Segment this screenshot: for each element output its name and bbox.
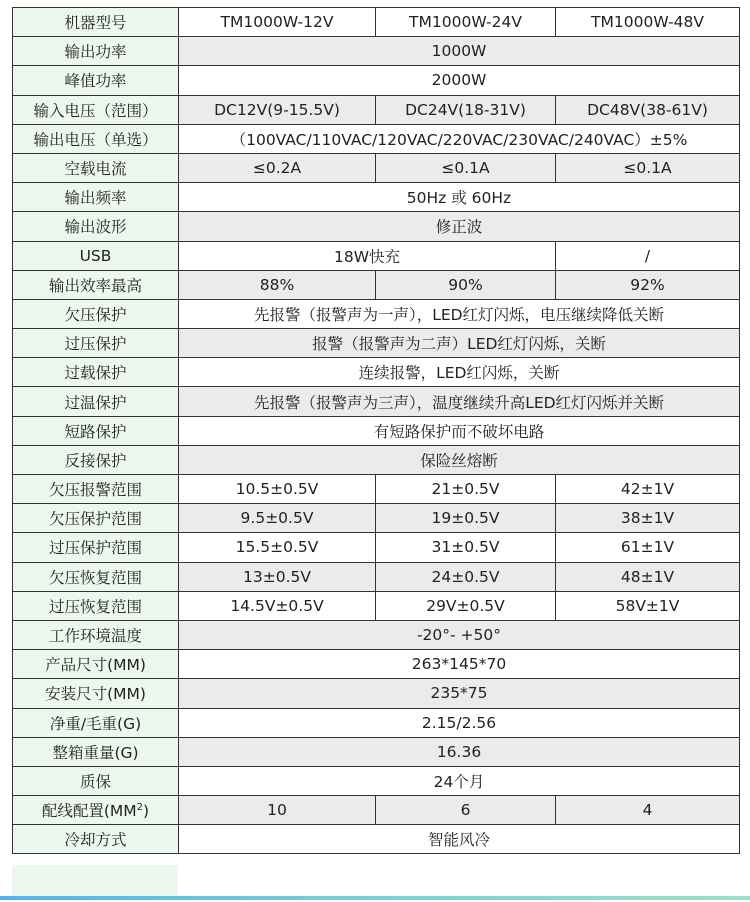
table-row bbox=[13, 445, 740, 474]
table-cell: 18W快充 bbox=[179, 241, 556, 270]
row-label-text: 输出效率最高 bbox=[48, 276, 142, 295]
header-row bbox=[13, 8, 740, 37]
row-label bbox=[13, 95, 179, 124]
row-label-text: 过压保护 bbox=[64, 335, 127, 354]
table-cell: 4 bbox=[556, 796, 740, 825]
row-label bbox=[13, 475, 179, 504]
table-cell: 报警（报警声为二声）LED红灯闪烁，关断 bbox=[179, 329, 740, 358]
row-label-text: 欠压保护 bbox=[64, 305, 127, 324]
table-cell: 14.5V±0.5V bbox=[179, 591, 376, 620]
row-label-superscript: 2 bbox=[136, 802, 144, 813]
row-label bbox=[13, 387, 179, 416]
table-row bbox=[13, 387, 740, 416]
table-cell: DC24V(18-31V) bbox=[376, 95, 556, 124]
table-cell: 38±1V bbox=[556, 504, 740, 533]
table-cell: 先报警（报警声为一声），LED红灯闪烁，电压继续降低关断 bbox=[179, 299, 740, 328]
table-row bbox=[13, 504, 740, 533]
row-label-text: 配线配置(MM bbox=[41, 802, 137, 821]
row-label-text: 过压恢复范围 bbox=[48, 597, 142, 616]
table-cell: 10 bbox=[179, 796, 376, 825]
table-cell: 24±0.5V bbox=[376, 562, 556, 591]
table-cell: ≤0.2A bbox=[179, 153, 376, 182]
table-cell: DC48V(38-61V) bbox=[556, 95, 740, 124]
row-label-text: 峰值功率 bbox=[64, 72, 127, 91]
table-cell: 连续报警，LED红闪烁，关断 bbox=[179, 358, 740, 387]
table-row bbox=[13, 708, 740, 737]
table-cell: 6 bbox=[376, 796, 556, 825]
table-row bbox=[13, 533, 740, 562]
table-row bbox=[13, 153, 740, 182]
table-cell: ≤0.1A bbox=[376, 153, 556, 182]
spec-table bbox=[12, 7, 740, 854]
spec-table-body bbox=[13, 8, 740, 854]
model-12v: TM1000W-12V bbox=[179, 8, 376, 37]
row-label-text: 空载电流 bbox=[64, 160, 127, 179]
row-label-text: 产品尺寸(MM) bbox=[45, 656, 146, 675]
row-label bbox=[13, 183, 179, 212]
row-label bbox=[13, 329, 179, 358]
row-label-text: 安装尺寸(MM) bbox=[45, 685, 146, 704]
table-row bbox=[13, 212, 740, 241]
table-row bbox=[13, 796, 740, 825]
row-label bbox=[13, 212, 179, 241]
row-label-text: 质保 bbox=[79, 772, 111, 791]
table-row bbox=[13, 679, 740, 708]
table-cell: 42±1V bbox=[556, 475, 740, 504]
row-label bbox=[13, 533, 179, 562]
table-cell: 10.5±0.5V bbox=[179, 475, 376, 504]
row-label-text: 过载保护 bbox=[64, 364, 127, 383]
table-row bbox=[13, 183, 740, 212]
table-cell: 保险丝熔断 bbox=[179, 445, 740, 474]
row-label bbox=[13, 766, 179, 795]
row-label bbox=[13, 825, 179, 854]
table-row bbox=[13, 766, 740, 795]
row-label-text: 欠压恢复范围 bbox=[48, 568, 142, 587]
row-label-text: 净重/毛重(G) bbox=[49, 714, 142, 733]
table-row bbox=[13, 37, 740, 66]
table-row bbox=[13, 270, 740, 299]
table-row bbox=[13, 650, 740, 679]
row-label-text: 反接保护 bbox=[64, 451, 127, 470]
row-label-text: 过温保护 bbox=[64, 393, 127, 412]
left-column-strip bbox=[12, 865, 178, 898]
table-cell: 50Hz 或 60Hz bbox=[179, 183, 740, 212]
table-cell: 88% bbox=[179, 270, 376, 299]
table-cell: 9.5±0.5V bbox=[179, 504, 376, 533]
row-label bbox=[13, 737, 179, 766]
row-label bbox=[13, 416, 179, 445]
table-row bbox=[13, 299, 740, 328]
table-row bbox=[13, 241, 740, 270]
table-cell: 有短路保护而不破坏电路 bbox=[179, 416, 740, 445]
row-label bbox=[13, 358, 179, 387]
table-row bbox=[13, 825, 740, 854]
table-cell: 智能风冷 bbox=[179, 825, 740, 854]
table-row bbox=[13, 124, 740, 153]
row-label-text: 短路保护 bbox=[64, 422, 127, 441]
table-cell: 48±1V bbox=[556, 562, 740, 591]
row-label bbox=[13, 591, 179, 620]
table-row bbox=[13, 591, 740, 620]
table-cell: 先报警（报警声为三声），温度继续升高LED红灯闪烁并关断 bbox=[179, 387, 740, 416]
row-label bbox=[13, 679, 179, 708]
model-48v: TM1000W-48V bbox=[556, 8, 740, 37]
row-label-suffix: ) bbox=[143, 802, 150, 821]
table-row bbox=[13, 358, 740, 387]
table-cell: 15.5±0.5V bbox=[179, 533, 376, 562]
model-24v: TM1000W-24V bbox=[376, 8, 556, 37]
table-cell: -20°- +50° bbox=[179, 620, 740, 649]
table-cell: ≤0.1A bbox=[556, 153, 740, 182]
table-cell: 263*145*70 bbox=[179, 650, 740, 679]
table-cell: 235*75 bbox=[179, 679, 740, 708]
row-label-text: 输出波形 bbox=[64, 218, 127, 237]
table-row bbox=[13, 95, 740, 124]
table-cell: （100VAC/110VAC/120VAC/220VAC/230VAC/240VAC）±5% bbox=[179, 124, 740, 153]
table-row bbox=[13, 416, 740, 445]
row-label bbox=[13, 504, 179, 533]
row-label-text: 欠压报警范围 bbox=[48, 481, 142, 500]
row-label-text: 输出频率 bbox=[64, 189, 127, 208]
row-label bbox=[13, 66, 179, 95]
row-label bbox=[13, 299, 179, 328]
row-label-text: 过压保护范围 bbox=[48, 539, 142, 558]
row-label bbox=[13, 241, 179, 270]
table-cell: 13±0.5V bbox=[179, 562, 376, 591]
table-cell: 58V±1V bbox=[556, 591, 740, 620]
table-row bbox=[13, 329, 740, 358]
header-label: 机器型号 bbox=[13, 8, 179, 37]
row-label-text: USB bbox=[79, 246, 112, 265]
row-label bbox=[13, 445, 179, 474]
row-label bbox=[13, 796, 179, 825]
table-cell: DC12V(9-15.5V) bbox=[179, 95, 376, 124]
bottom-accent-line bbox=[0, 896, 750, 900]
row-label bbox=[13, 708, 179, 737]
table-cell: 90% bbox=[376, 270, 556, 299]
row-label-text: 冷却方式 bbox=[64, 831, 127, 850]
row-label-text: 输出电压（单选） bbox=[33, 130, 158, 149]
row-label bbox=[13, 270, 179, 299]
row-label-text: 输出功率 bbox=[64, 43, 127, 62]
table-cell: 21±0.5V bbox=[376, 475, 556, 504]
table-cell: 16.36 bbox=[179, 737, 740, 766]
table-cell: 19±0.5V bbox=[376, 504, 556, 533]
row-label-text: 输入电压（范围） bbox=[33, 101, 158, 120]
table-row bbox=[13, 737, 740, 766]
table-cell: 31±0.5V bbox=[376, 533, 556, 562]
table-cell: 24个月 bbox=[179, 766, 740, 795]
table-cell: 92% bbox=[556, 270, 740, 299]
row-label bbox=[13, 562, 179, 591]
table-cell: 29V±0.5V bbox=[376, 591, 556, 620]
table-cell: 2.15/2.56 bbox=[179, 708, 740, 737]
table-row bbox=[13, 66, 740, 95]
table-cell: 1000W bbox=[179, 37, 740, 66]
row-label-text: 整箱重量(G) bbox=[52, 743, 139, 762]
table-cell: / bbox=[556, 241, 740, 270]
table-row bbox=[13, 620, 740, 649]
table-cell: 2000W bbox=[179, 66, 740, 95]
row-label bbox=[13, 650, 179, 679]
table-cell: 修正波 bbox=[179, 212, 740, 241]
table-row bbox=[13, 475, 740, 504]
row-label-text: 工作环境温度 bbox=[48, 627, 142, 646]
row-label bbox=[13, 620, 179, 649]
row-label bbox=[13, 37, 179, 66]
row-label bbox=[13, 124, 179, 153]
table-row bbox=[13, 562, 740, 591]
table-cell: 61±1V bbox=[556, 533, 740, 562]
row-label-text: 欠压保护范围 bbox=[48, 510, 142, 529]
row-label bbox=[13, 153, 179, 182]
